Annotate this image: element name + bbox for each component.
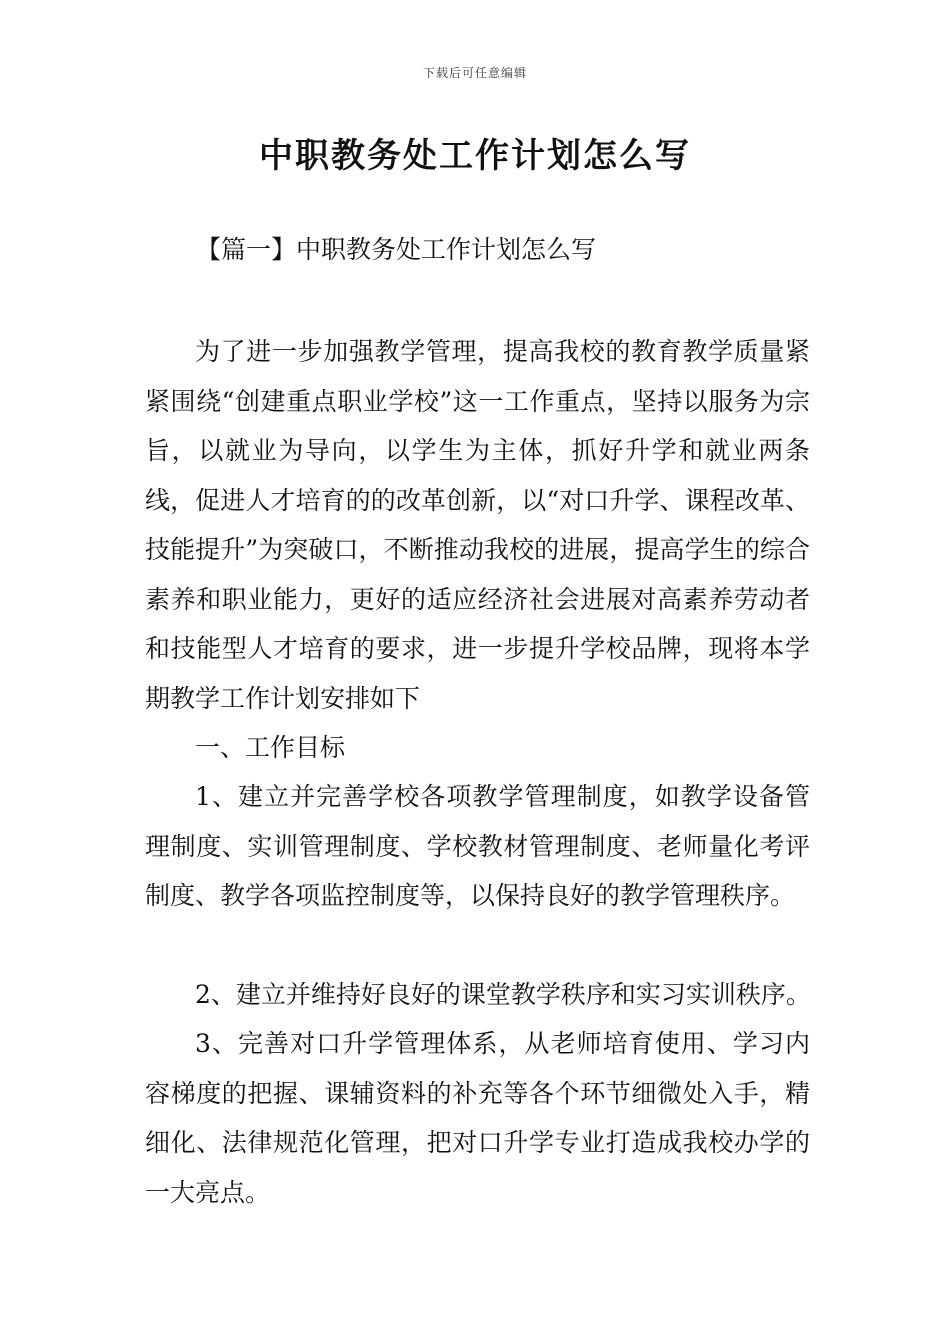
goal-item-1: 1、建立并完善学校各项教学管理制度，如教学设备管理制度、实训管理制度、学校教材管理制度、老师量化考评制度、教学各项监控制度等，以保持良好的教学管理秩序。 (145, 782, 810, 910)
intro-paragraph: 为了进一步加强教学管理，提高我校的教育教学质量紧紧围绕“创建重点职业学校”这一工作重点，坚持以服务为宗旨，以就业为导向，以学生为主体，抓好升学和就业两条线，促进人才培育的的改革创新，以“对口升学、课程改革、技能提升”为突破口，不断推动我校的进展，提高学生的综合素养和职业能力，更好的适应经济社会进展对高素养劳动者和技能型人才培育的要求，进一步提升学校品牌，现将本学期教学工作计划安排如下 (145, 337, 810, 713)
document-title: 中职教务处工作计划怎么写 (259, 136, 691, 176)
goal-item-3: 3、完善对口升学管理体系，从老师培育使用、学习内容梯度的把握、课辅资料的补充等各个环节细微处入手，精细化、法律规范化管理，把对口升学专业打造成我校办学的一大亮点。 (145, 1029, 810, 1207)
goal-heading: 一、工作目标 (195, 733, 346, 762)
section-heading: 【篇一】中职教务处工作计划怎么写 (196, 235, 597, 264)
header-note: 下载后可任意编辑 (422, 66, 527, 80)
goal-item-2: 2、建立并维持好良好的课堂教学秩序和实习实训秩序。 (195, 980, 811, 1009)
